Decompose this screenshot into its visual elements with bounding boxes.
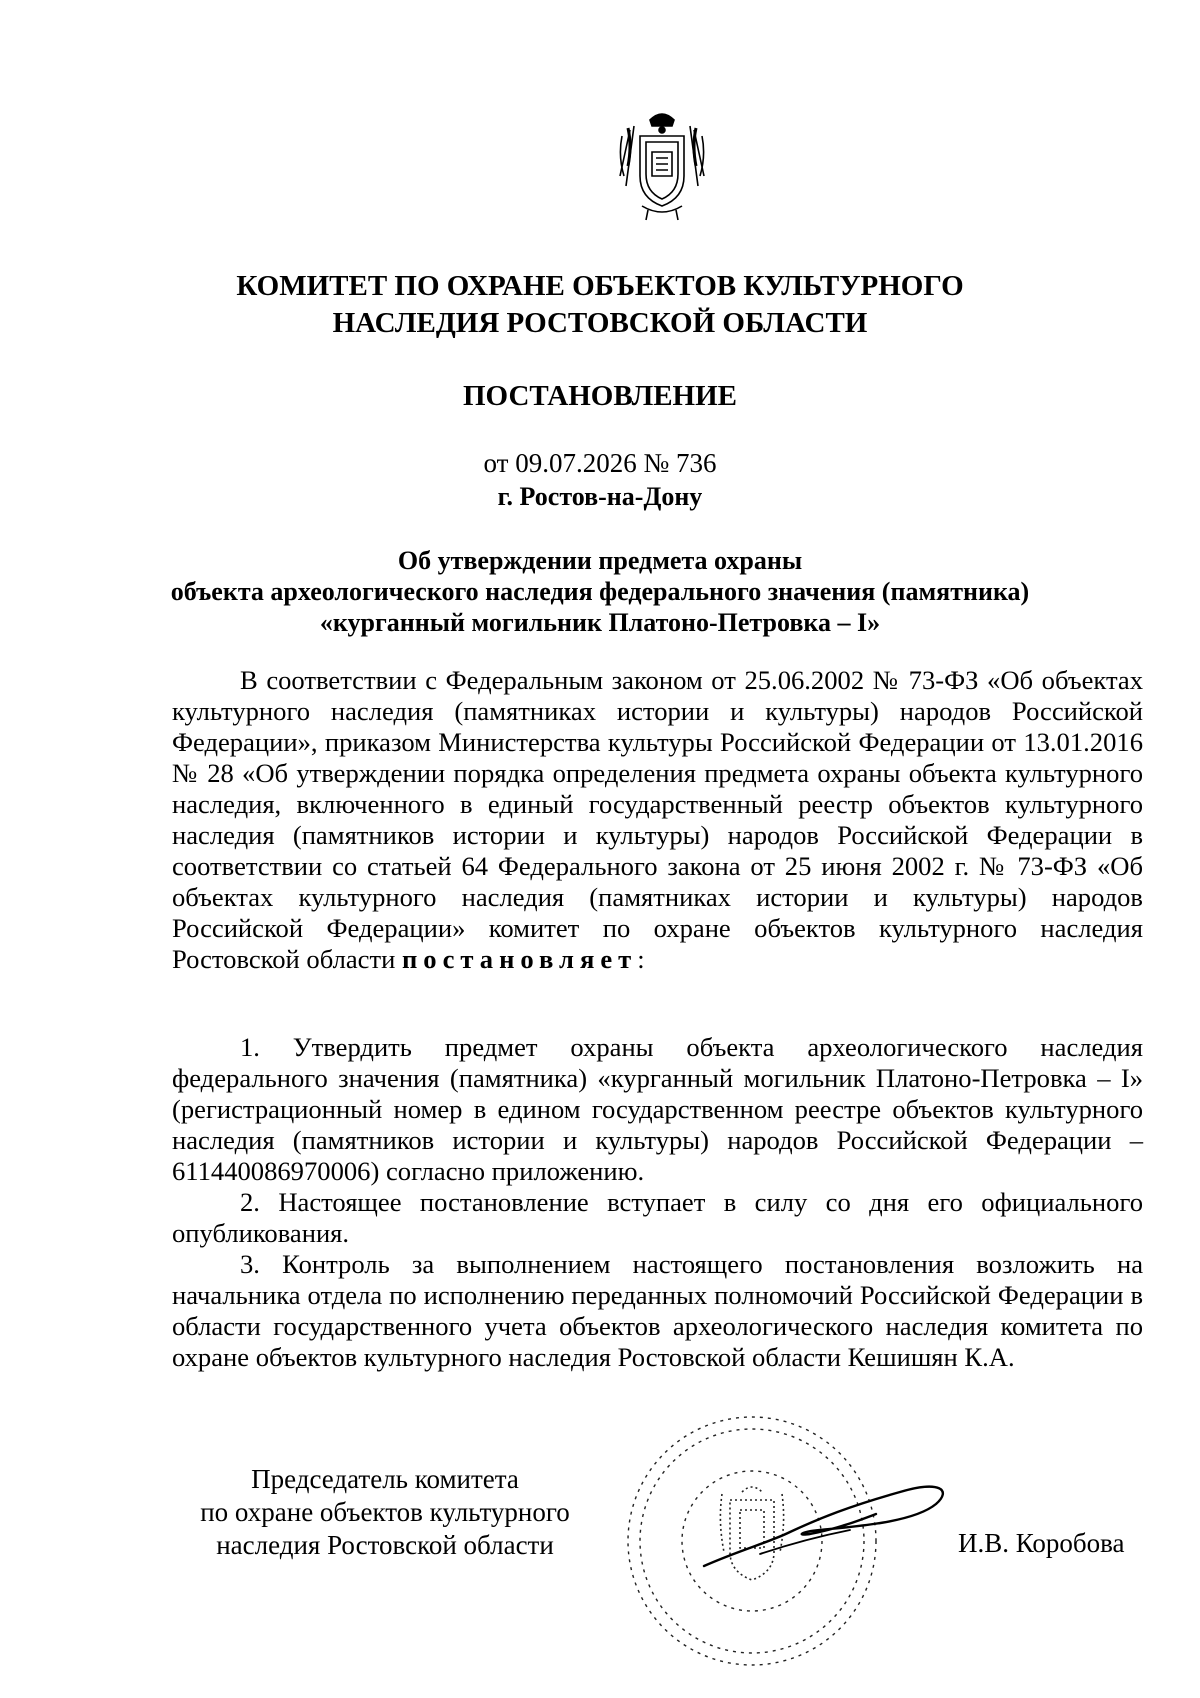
preamble-text: В соответствии с Федеральным законом от 25.06.2002 № 73-ФЗ «Об объектах культурного наследия (памятниках истории и культуры) народов Российской Федерации», приказом Министерства культуры Российской Федерации от 13.01.2016 № 28 «Об утверждении порядка определения предмета охраны объекта культурного наследия, включенного в единый государственный реестр объектов культурного наследия (памятников истории и культуры) народов Российской Федерации в соответствии со статьей 64 Федерального закона от 25 июня 2002 г. № 73-ФЗ «Об объектах культурного наследия (памятниках истории и культуры) народов Российской Федерации» комитет по охране объектов культурного наследия Ростовской области — [172, 665, 1143, 974]
resolution-item-3: 3. Контроль за выполнением настоящего постановления возложить на начальника отдела по исполнению переданных полномочий Российской Федерации в области государственного учета объектов археологического наследия комитета по охране объектов культурного наследия Ростовской области Кешишян К.А. — [172, 1249, 1143, 1372]
organization-name-line-2: НАСЛЕДИЯ РОСТОВСКОЙ ОБЛАСТИ — [332, 307, 868, 339]
organization-name-line-1: КОМИТЕТ ПО ОХРАНЕ ОБЪЕКТОВ КУЛЬТУРНОГО — [236, 270, 964, 302]
resolution-item-2: 2. Настоящее постановление вступает в силу со дня его официального опубликования. — [172, 1187, 1143, 1248]
document-date-number: от 09.07.2026 № 736 — [483, 448, 717, 478]
handwritten-signature-icon — [700, 1470, 950, 1570]
coat-of-arms-icon — [612, 106, 712, 224]
resolves-colon: : — [637, 944, 645, 974]
preamble-block — [172, 665, 1143, 975]
document-subject — [100, 545, 1100, 638]
signatory-position-line-1: Председатель комитета — [251, 1464, 519, 1494]
resolution-item-1: 1. Утвердить предмет охраны объекта археологического наследия федерального значения (памятника) «курганный могильник Платоно-Петровка – I» (регистрационный номер в едином государственном реестре объектов культурного наследия (памятников истории и культуры) народов Российской Федерации – 611440086970006) согласно приложению. — [172, 1032, 1143, 1186]
organization-name — [100, 268, 1100, 342]
document-type: ПОСТАНОВЛЕНИЕ — [462, 380, 737, 412]
subject-line-3: «курганный могильник Платоно-Петровка – I» — [319, 608, 881, 637]
resolves-word: постановляет — [401, 944, 638, 974]
signatory-position — [170, 1463, 600, 1562]
document-city: г. Ростов-на-Дону — [497, 482, 703, 511]
subject-line-2: объекта археологического наследия федерального значения (памятника) — [170, 577, 1030, 606]
resolution-items — [172, 1032, 1143, 1373]
signatory-position-line-3: наследия Ростовской области — [216, 1530, 554, 1560]
signatory-position-line-2: по охране объектов культурного — [200, 1497, 570, 1527]
subject-line-1: Об утверждении предмета охраны — [397, 546, 803, 575]
preamble-paragraph — [172, 665, 1143, 975]
signatory-name: И.В. Коробова — [958, 1528, 1125, 1558]
